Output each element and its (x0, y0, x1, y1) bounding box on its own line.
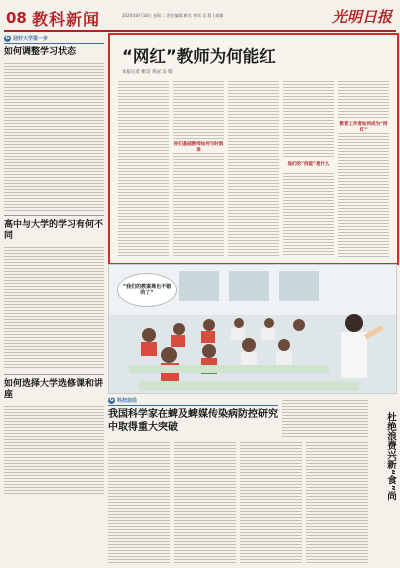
section-tag-label: 科技前沿 (117, 398, 138, 404)
article-body (4, 404, 104, 494)
bottom-right-text (282, 398, 368, 438)
speech-bubble: “我们的教案离也不错的了” (117, 273, 177, 307)
featured-article[interactable] (108, 33, 399, 265)
g-badge-icon: G (109, 397, 114, 403)
masthead-logo: 光明日报 (331, 8, 392, 26)
feature-column (173, 79, 224, 257)
bottom-article-title[interactable]: 我国科学家在蜱及蜱媒传染病防控研究中取得重大突破 (108, 409, 278, 433)
article-title[interactable]: 如何调整学习状态 (4, 47, 77, 57)
feature-subhead: 他们的“技能”是什么 (287, 162, 330, 167)
g-badge-icon: G (5, 35, 10, 41)
article-title[interactable]: 如何选择大学选修课和讲座 (4, 379, 104, 400)
feature-column (338, 79, 389, 257)
column-tag (4, 34, 104, 44)
page-number: 08 (6, 9, 27, 27)
article-body (4, 245, 104, 370)
divider (4, 215, 104, 216)
page-header (4, 4, 396, 32)
article-body (4, 61, 104, 211)
header-meta: 2020年8月18日 星期二 责任编辑:靳昊 李玮 吴 版 | 邮箱: (122, 13, 225, 18)
feature-subhead: 你们基础教师如何与时俱 (173, 142, 224, 147)
column-tag-label: 迎好大学第一步 (13, 36, 49, 42)
side-article-title[interactable]: 杜绝浪费兴新“食”尚 (385, 412, 396, 501)
section-title: 教科新闻 (32, 10, 101, 29)
left-column (4, 34, 104, 564)
byline: 本报记者 靳昊 黄冠 吴 版 (122, 70, 173, 75)
feature-column (228, 79, 279, 257)
divider (4, 374, 104, 375)
classroom-photo[interactable] (108, 264, 397, 394)
feature-title: “网红”教师为何能红 (122, 47, 276, 66)
article-title[interactable]: 高中与大学的学习有何不同 (4, 220, 104, 241)
feature-column (118, 79, 169, 257)
feature-subhead: 教育工作者如何成为“网 (339, 122, 388, 127)
bottom-article-body (108, 440, 368, 564)
bottom-section-tag (108, 396, 278, 406)
feature-body (118, 79, 389, 257)
feature-column (283, 79, 334, 257)
